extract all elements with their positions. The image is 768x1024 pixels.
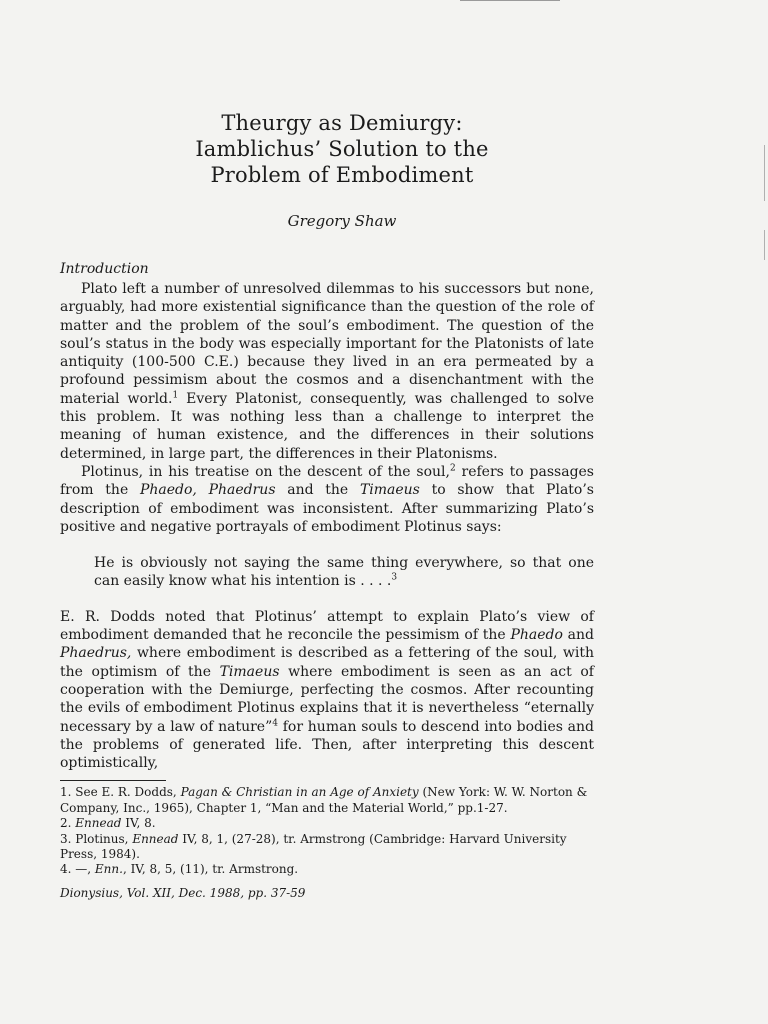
- text-run: 1. See E. R. Dodds,: [60, 785, 181, 800]
- text-run: for human souls to descend into bodies and the problems of generated life. Then, after interpreting this descent optimistically,: [60, 718, 594, 772]
- article-page: [60, 110, 594, 900]
- footnote-ref: 3: [391, 572, 398, 583]
- work-title: Enn.: [94, 862, 123, 877]
- text-run: (New York: W. W. Norton & Company, Inc., 1965), Chapter 1, “Man and the Material World,” pp.1-27.: [60, 785, 588, 815]
- work-title: Phaedo: [510, 627, 563, 644]
- footnote: [60, 832, 594, 863]
- work-title: Phaedrus,: [60, 645, 132, 662]
- title-line: Theurgy as Demiurgy:: [221, 111, 463, 135]
- journal-citation: Dionysius, Vol. XII, Dec. 1988, pp. 37-59: [60, 885, 306, 900]
- text-run: Plato left a number of unresolved dilemmas to his successors but none, arguably, had more existential significance than the question of the role of matter and the problem of the soul’s embodiment. The question of the soul’s status in the body was especially important for the Platonists of late antiquity (100-500 C.E.) because they lived in an era permeated by a profound pessimism about the cosmos and a disenchantment with the material world.: [60, 281, 594, 407]
- work-title: Ennead: [75, 816, 122, 831]
- article-title: [60, 110, 594, 188]
- text-run: to show that Plato’s description of embodiment was inconsistent. After summarizing Plato’s positive and negative portrayals of embodiment Plotinus says:: [60, 482, 594, 535]
- text-run: and: [562, 627, 594, 644]
- footnote-rule: [60, 780, 166, 781]
- footnote: [60, 785, 594, 816]
- footnotes: [60, 785, 594, 877]
- text-run: refers to passages from the: [60, 463, 594, 499]
- footnote-ref: 4: [272, 717, 278, 728]
- footnote: [60, 862, 594, 877]
- text-run: 3. Plotinus,: [60, 831, 133, 846]
- footnote: [60, 816, 594, 831]
- title-line: Problem of Embodiment: [210, 163, 474, 187]
- footnote-ref: 2: [449, 463, 456, 474]
- body-paragraph: [60, 608, 594, 773]
- section-heading: Introduction: [60, 261, 149, 277]
- body-paragraph: [60, 280, 594, 463]
- body-paragraph: [60, 463, 594, 536]
- text-run: 4. —,: [60, 862, 95, 877]
- work-title: Pagan & Christian in an Age of Anxiety: [180, 785, 419, 800]
- work-title: Timaeus: [219, 663, 280, 680]
- text-run: where embodiment is described as a fettering of the soul, with the optimism of the: [60, 645, 594, 680]
- text-run: Plotinus, in his treatise on the descent of the soul,: [81, 463, 450, 480]
- text-run: and the: [275, 482, 360, 499]
- work-title: Timaeus: [359, 482, 420, 499]
- text-run: He is obviously not saying the same thing everywhere, so that one can easily know what his intention is . . . .: [94, 555, 594, 590]
- text-run: E. R. Dodds noted that Plotinus’ attempt to explain Plato’s view of embodiment demanded that he reconcile the pessimism of the: [60, 608, 594, 644]
- article-author: Gregory Shaw: [287, 212, 397, 230]
- footnote-ref: 1: [172, 390, 179, 401]
- text-run: , IV, 8, 5, (11), tr. Armstrong.: [122, 862, 299, 877]
- text-run: 2.: [60, 816, 76, 831]
- scan-edge-mark: [764, 145, 765, 201]
- work-title: Ennead: [132, 831, 179, 846]
- work-title: Phaedo, Phaedrus: [139, 482, 276, 499]
- text-run: IV, 8.: [121, 816, 156, 831]
- text-run: where embodiment is seen as an act of cooperation with the Demiurge, perfecting the cosmos. After recounting the evils of embodiment Plotinus explains that it is nevertheless “eternally necessary by a law of nature”: [60, 663, 594, 735]
- top-edge-line: [460, 0, 560, 1]
- scan-edge-mark: [764, 230, 765, 260]
- text-run: IV, 8, 1, (27-28), tr. Armstrong (Cambridge: Harvard University Press, 1984).: [60, 831, 567, 862]
- text-run: Every Platonist, consequently, was challenged to solve this problem. It was nothing less than a challenge to interpret the meaning of human existence, and the differences in their solutions determined, in large part, the differences in their Platonisms.: [60, 390, 594, 462]
- title-line: Iamblichus’ Solution to the: [195, 137, 489, 161]
- block-quote: [94, 554, 594, 591]
